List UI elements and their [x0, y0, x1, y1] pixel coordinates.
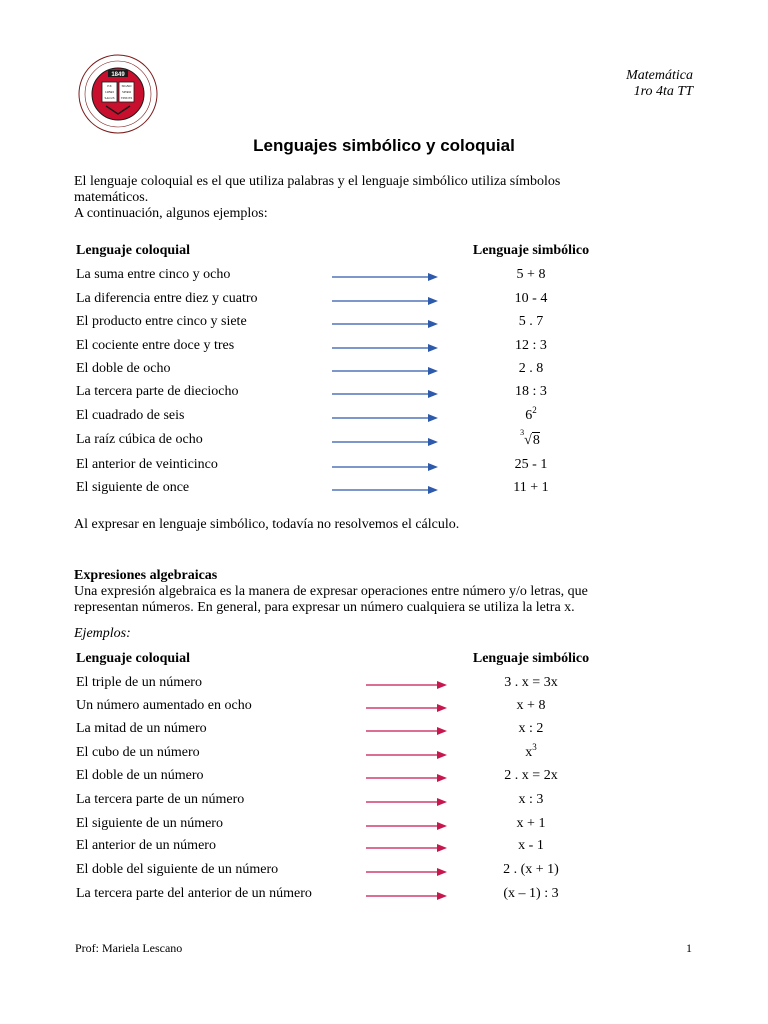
seal-book-text: EX — [107, 84, 112, 88]
simbolico-text: 5 + 8 — [516, 267, 546, 282]
section-line: representan números. En general, para expresar un número cualquiera se utiliza la letra x. — [74, 600, 575, 615]
coloquial-text: El producto entre cinco y siete — [76, 314, 247, 329]
section-paragraph — [74, 584, 674, 616]
intro-line: matemáticos. — [74, 190, 149, 205]
power-exponent: 2 — [532, 405, 537, 415]
simbolico-text: x : 3 — [518, 792, 544, 807]
table-row — [76, 338, 696, 358]
table-row — [76, 886, 696, 906]
table-row — [76, 721, 696, 741]
coloquial-text: El siguiente de un número — [76, 816, 223, 831]
simbolico-text: 3 . x = 3x — [504, 675, 558, 690]
power-base: x — [525, 745, 533, 760]
seal-year: 1849 — [111, 72, 125, 78]
table-row — [76, 457, 696, 477]
simbolico-text — [431, 405, 631, 424]
simbolico-text: 11 + 1 — [513, 480, 549, 495]
table-row — [76, 384, 696, 404]
simbolico-text — [431, 428, 631, 449]
arrow-icon — [332, 436, 438, 448]
table-row — [76, 768, 696, 788]
coloquial-text: La tercera parte de un número — [76, 792, 245, 807]
seal-book-text: VINCES — [120, 96, 133, 100]
simbolico-text: 18 : 3 — [515, 384, 547, 399]
radical-sign-icon: √ — [524, 433, 532, 448]
page-number: 1 — [686, 941, 692, 955]
table-header — [76, 243, 696, 263]
coloquial-text: La suma entre cinco y ocho — [76, 267, 231, 282]
school-seal-logo — [78, 54, 158, 134]
coloquial-text: El siguiente de once — [76, 480, 190, 495]
coloquial-text: El cociente entre doce y tres — [76, 338, 235, 353]
power-exponent: 3 — [532, 742, 537, 752]
table-row — [76, 816, 696, 836]
subject-label: Matemática — [626, 68, 693, 83]
table-row — [76, 742, 696, 765]
arrow-icon — [332, 295, 438, 307]
coloquial-text: La tercera parte del anterior de un número — [76, 886, 312, 901]
simbolico-text: 12 : 3 — [515, 338, 547, 353]
simbolico-text: x : 2 — [518, 721, 544, 736]
table-row — [76, 291, 696, 311]
coloquial-text: El doble del siguiente de un número — [76, 862, 279, 877]
arrow-icon — [332, 484, 438, 496]
intro-paragraph — [74, 174, 634, 222]
table-row — [76, 838, 696, 858]
cube-root — [520, 428, 540, 449]
seal-book-text: LIBRI — [105, 90, 114, 94]
table-row — [76, 792, 696, 812]
arrow-icon — [332, 412, 438, 424]
table-row — [76, 675, 696, 695]
coloquial-text: La mitad de un número — [76, 721, 207, 736]
section-title: Expresiones algebraicas — [74, 568, 218, 583]
coloquial-text: La raíz cúbica de ocho — [76, 432, 203, 447]
intro-line: A continuación, algunos ejemplos: — [74, 206, 268, 221]
root-radicand: 8 — [532, 433, 540, 448]
table-row — [76, 428, 696, 452]
coloquial-text: La tercera parte de dieciocho — [76, 384, 239, 399]
simbolico-text: 10 - 4 — [514, 291, 548, 306]
header-simbolico: Lenguaje simbólico — [472, 243, 590, 258]
header-simbolico: Lenguaje simbólico — [472, 651, 590, 666]
simbolico-text: x - 1 — [518, 838, 544, 853]
simbolico-text: x + 8 — [516, 698, 546, 713]
arrow-icon — [332, 271, 438, 283]
seal-book-text: SPIRO — [121, 90, 132, 94]
table-header — [76, 651, 696, 671]
power-base: 6 — [525, 408, 533, 423]
examples-label: Ejemplos: — [74, 626, 131, 641]
header-info — [626, 68, 693, 100]
simbolico-text — [431, 742, 631, 761]
table-row — [76, 698, 696, 718]
coloquial-text: El doble de un número — [76, 768, 204, 783]
simbolico-text: 5 . 7 — [518, 314, 544, 329]
table-row — [76, 267, 696, 287]
arrow-icon — [332, 318, 438, 330]
coloquial-text: El cubo de un número — [76, 745, 200, 760]
arrow-icon — [332, 365, 438, 377]
coloquial-text: El doble de ocho — [76, 361, 171, 376]
coloquial-text: El anterior de un número — [76, 838, 216, 853]
coloquial-text: El triple de un número — [76, 675, 202, 690]
arrow-icon — [332, 461, 438, 473]
page-title: Lenguajes simbólico y coloquial — [253, 136, 515, 155]
header-coloquial: Lenguaje coloquial — [76, 243, 190, 258]
coloquial-text: La diferencia entre diez y cuatro — [76, 291, 258, 306]
coloquial-text: El anterior de veinticinco — [76, 457, 218, 472]
arrow-icon — [332, 388, 438, 400]
table-row — [76, 314, 696, 334]
simbolico-text: 2 . 8 — [518, 361, 544, 376]
simbolico-text: (x – 1) : 3 — [503, 886, 559, 901]
note-text: Al expresar en lenguaje simbólico, todavía no resolvemos el cálculo. — [74, 517, 460, 532]
coloquial-text: El cuadrado de seis — [76, 408, 185, 423]
intro-line: El lenguaje coloquial es el que utiliza palabras y el lenguaje simbólico utiliza símbolos — [74, 174, 561, 189]
simbolico-text: x + 1 — [516, 816, 546, 831]
course-label: 1ro 4ta TT — [633, 84, 693, 99]
table-row — [76, 480, 696, 500]
section-line: Una expresión algebraica es la manera de expresar operaciones entre número y/o letras, que — [74, 584, 588, 599]
table-row — [76, 405, 696, 428]
coloquial-text: Un número aumentado en ocho — [76, 698, 252, 713]
arrow-icon — [332, 342, 438, 354]
simbolico-text: 2 . (x + 1) — [503, 862, 559, 877]
simbolico-text: 25 - 1 — [514, 457, 548, 472]
footer-author: Prof: Mariela Lescano — [75, 941, 183, 955]
table-row — [76, 862, 696, 882]
table-row — [76, 361, 696, 381]
header-coloquial: Lenguaje coloquial — [76, 651, 190, 666]
seal-book-text: SIGNO — [121, 84, 132, 88]
seal-book-text: SALUS — [104, 96, 115, 100]
simbolico-text: 2 . x = 2x — [504, 768, 558, 783]
root-index: 3 — [520, 428, 525, 437]
